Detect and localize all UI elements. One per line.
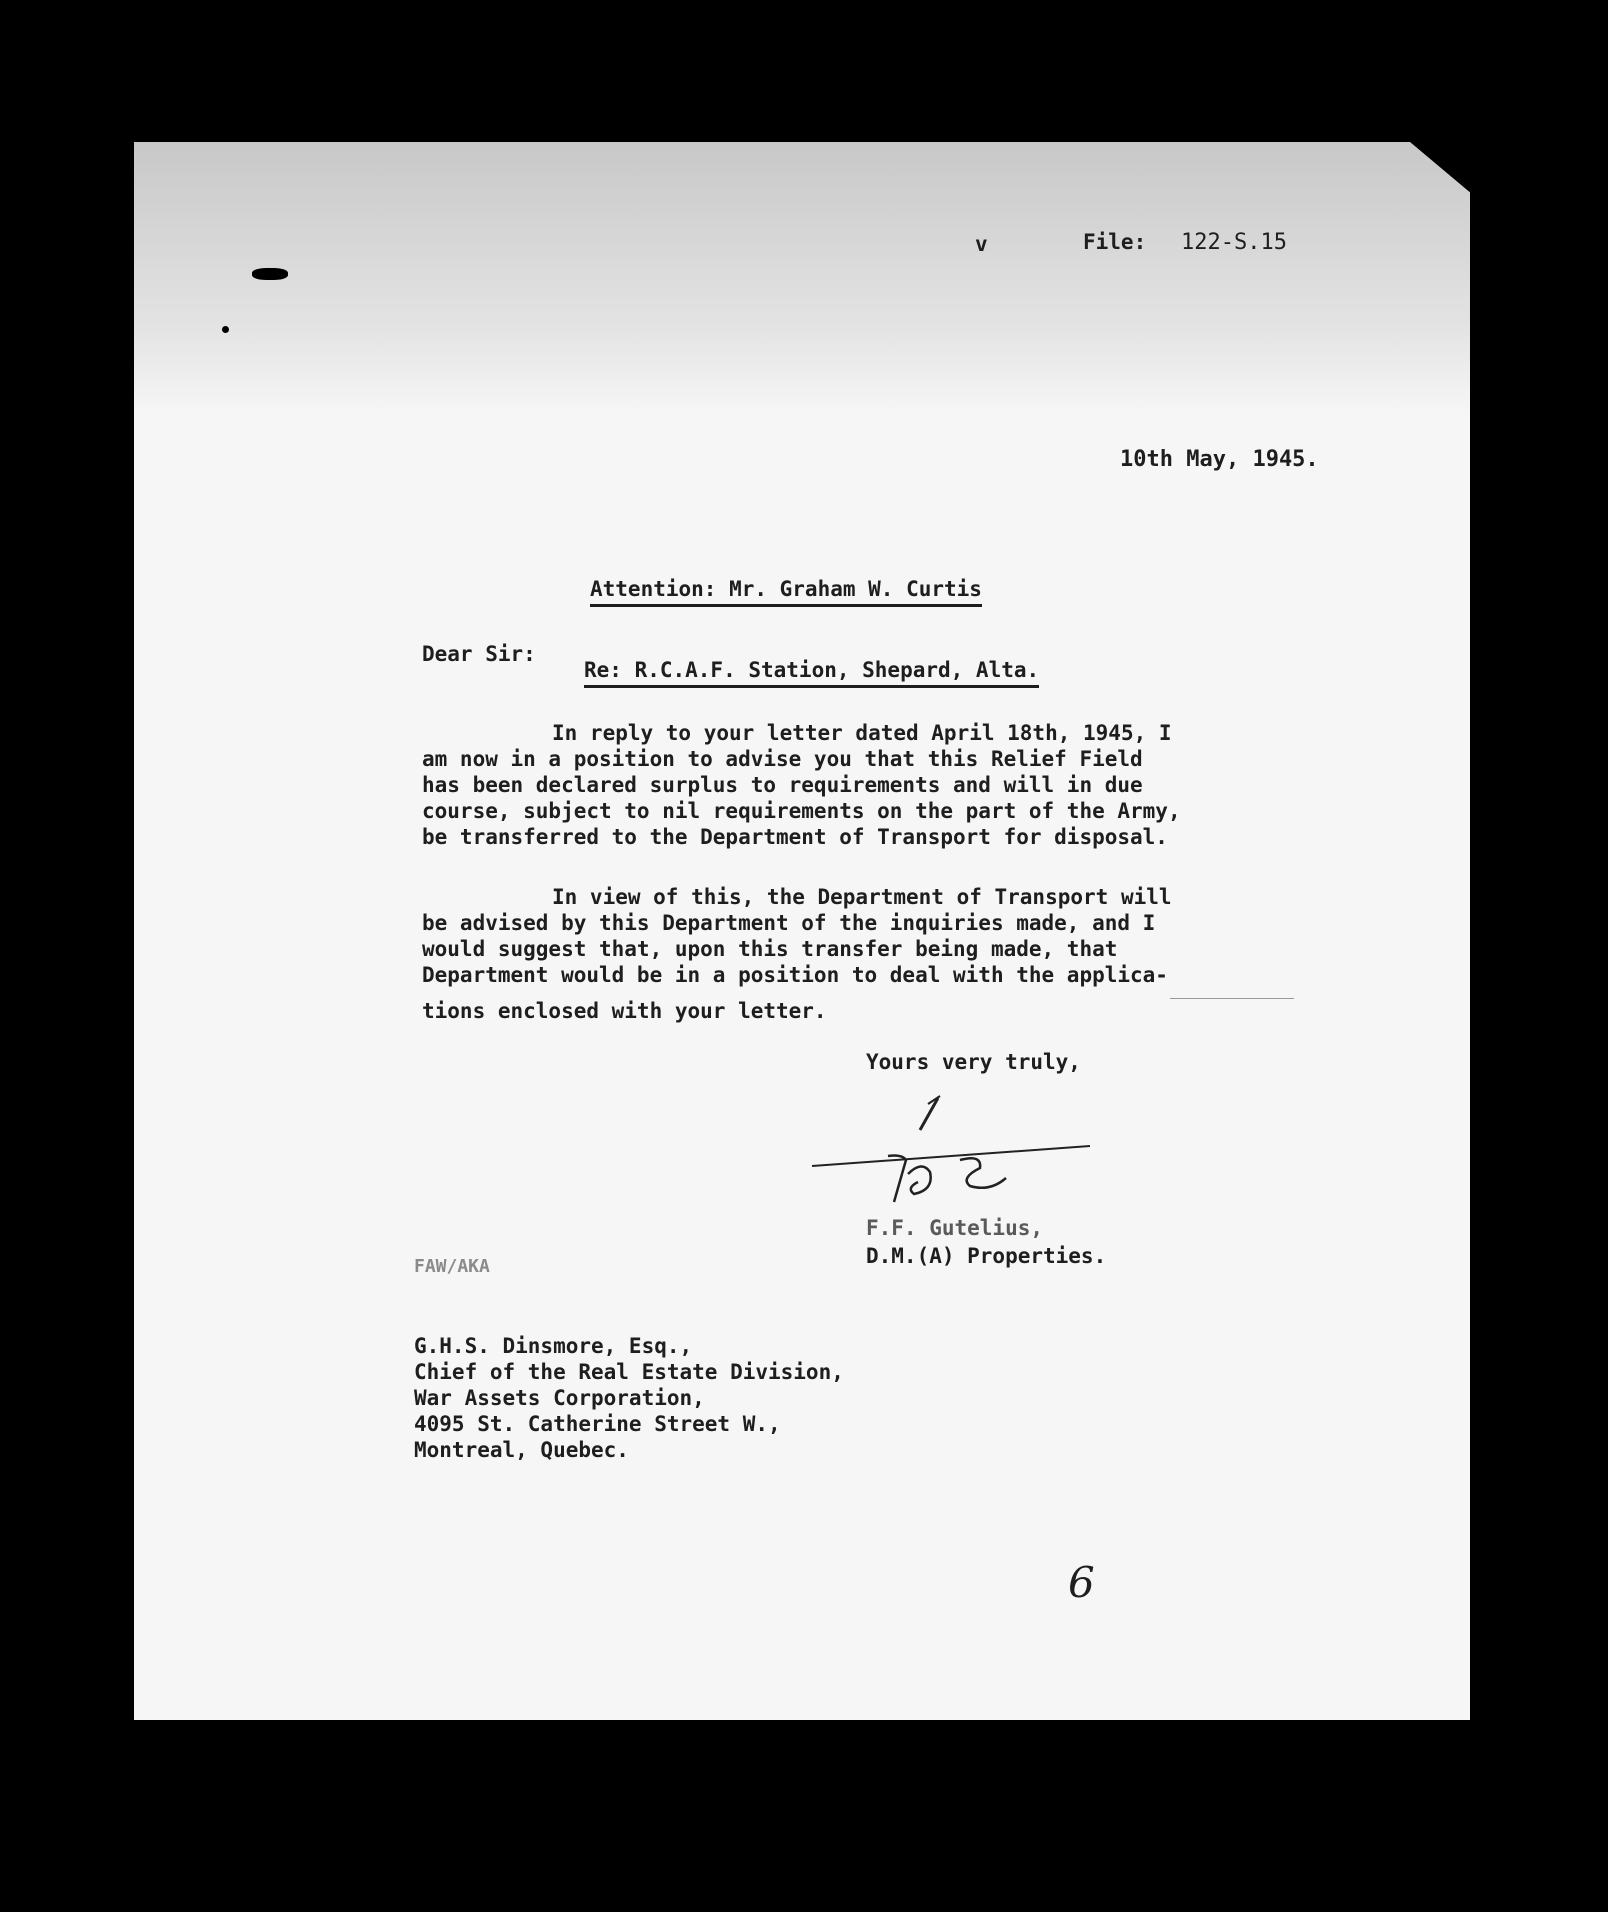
paragraph-2-line: tions enclosed with your letter. [422,999,827,1023]
ink-dot [1502,750,1505,755]
closing: Yours very truly, [866,1050,1081,1074]
paragraph-1-line: has been declared surplus to requirements and will in due [422,773,1143,797]
paragraph-2-line: Department would be in a position to deal with the applica- [422,963,1168,987]
file-number: 122-S.15 [1181,230,1287,255]
letter-date: 10th May, 1945. [1120,447,1319,472]
reference-initials: FAW/AKA [414,1256,490,1277]
addressee-line: War Assets Corporation, [414,1386,705,1410]
paragraph-2-line: be advised by this Department of the inquiries made, and I [422,911,1156,935]
addressee-line: Montreal, Quebec. [414,1438,629,1462]
paragraph-1-line: be transferred to the Department of Transport for disposal. [422,825,1168,849]
addressee-line: 4095 St. Catherine Street W., [414,1412,781,1436]
attention-line: Attention: Mr. Graham W. Curtis [590,579,982,607]
ink-dot [222,326,229,333]
paragraph-1-line: course, subject to nil requirements on the part of the Army, [422,799,1181,823]
addressee-line: Chief of the Real Estate Division, [414,1360,844,1384]
paragraph-1-line: In reply to your letter dated April 18th, 1945, I [552,721,1172,745]
salutation: Dear Sir: [422,642,536,666]
re-line: Re: R.C.A.F. Station, Shepard, Alta. [584,660,1039,688]
signatory-name: F.F. Gutelius, [866,1216,1044,1240]
margin-rule [1170,998,1294,999]
paragraph-1-line: am now in a position to advise you that this Relief Field [422,747,1143,771]
ink-dot [1247,1758,1250,1764]
handwritten-signature [810,1090,1100,1210]
page-number: 6 [1068,1558,1095,1607]
signatory-title: D.M.(A) Properties. [866,1244,1107,1268]
paragraph-2-line: In view of this, the Department of Transport will [552,885,1172,909]
ink-blot [252,268,288,280]
paragraph-2-line: would suggest that, upon this transfer being made, that [422,937,1118,961]
file-mark: v [975,232,988,256]
sheet-shading [134,142,1470,412]
file-label: File: [1083,230,1147,254]
addressee-line: G.H.S. Dinsmore, Esq., [414,1334,693,1358]
